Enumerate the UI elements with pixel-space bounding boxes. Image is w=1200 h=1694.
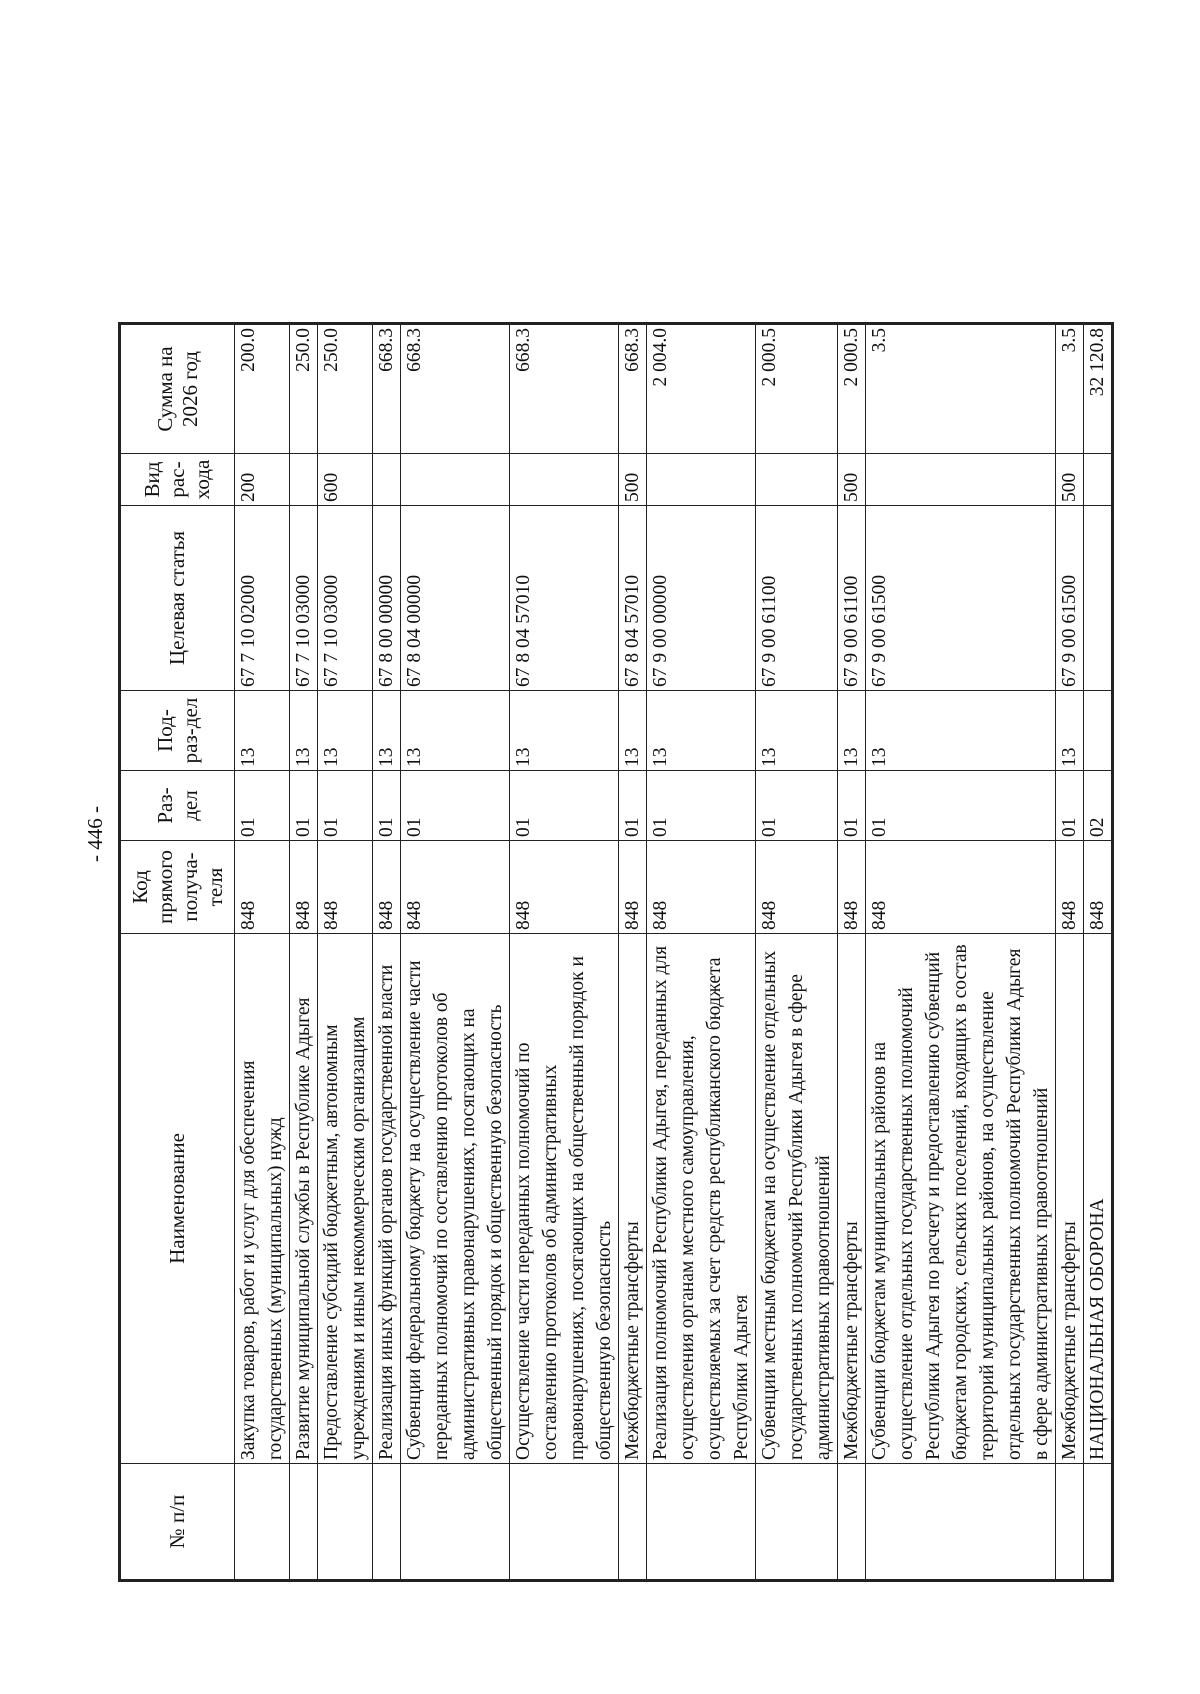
row-amount: 668.3 bbox=[373, 324, 401, 454]
row-section: 01 bbox=[235, 771, 290, 841]
table-row bbox=[1084, 324, 1113, 1581]
row-expense-type bbox=[647, 454, 756, 506]
header-exp-type: Вид рас-хода bbox=[120, 454, 235, 506]
row-expense-type bbox=[373, 454, 401, 506]
row-section: 01 bbox=[373, 771, 401, 841]
header-subsection: Под-раз-дел bbox=[120, 691, 235, 771]
header-name: Наименование bbox=[120, 934, 235, 1464]
row-num bbox=[866, 1464, 1056, 1581]
row-recipient-code: 848 bbox=[510, 841, 619, 934]
row-name: Межбюджетные трансферты bbox=[1056, 934, 1084, 1464]
table-row bbox=[838, 324, 866, 1581]
row-recipient-code: 848 bbox=[318, 841, 373, 934]
row-target-article: 67 7 10 03000 bbox=[290, 506, 318, 691]
row-subsection: 13 bbox=[373, 691, 401, 771]
row-subsection: 13 bbox=[619, 691, 647, 771]
row-target-article: 67 9 00 00000 bbox=[647, 506, 756, 691]
row-num bbox=[838, 1464, 866, 1581]
table-row bbox=[290, 324, 318, 1581]
row-subsection: 13 bbox=[510, 691, 619, 771]
row-section: 02 bbox=[1084, 771, 1113, 841]
header-recipient: Код прямого получа-теля bbox=[120, 841, 235, 934]
row-target-article bbox=[1084, 506, 1113, 691]
table-row bbox=[866, 324, 1056, 1581]
row-section: 01 bbox=[401, 771, 510, 841]
row-subsection: 13 bbox=[866, 691, 1056, 771]
row-name: НАЦИОНАЛЬНАЯ ОБОРОНА bbox=[1084, 934, 1113, 1464]
table-row bbox=[647, 324, 756, 1581]
table-row bbox=[318, 324, 373, 1581]
row-subsection: 13 bbox=[318, 691, 373, 771]
row-expense-type: 500 bbox=[619, 454, 647, 506]
row-subsection: 13 bbox=[647, 691, 756, 771]
table-row bbox=[235, 324, 290, 1581]
row-target-article: 67 8 00 00000 bbox=[373, 506, 401, 691]
row-num bbox=[318, 1464, 373, 1581]
row-expense-type bbox=[510, 454, 619, 506]
row-section: 01 bbox=[756, 771, 838, 841]
row-recipient-code: 848 bbox=[290, 841, 318, 934]
row-expense-type: 500 bbox=[1056, 454, 1084, 506]
row-section: 01 bbox=[838, 771, 866, 841]
row-recipient-code: 848 bbox=[619, 841, 647, 934]
row-subsection: 13 bbox=[235, 691, 290, 771]
row-num bbox=[1084, 1464, 1113, 1581]
row-amount: 32 120.8 bbox=[1084, 324, 1113, 454]
row-name: Развитие муниципальной службы в Республике Адыгея bbox=[290, 934, 318, 1464]
row-subsection: 13 bbox=[756, 691, 838, 771]
header-num: № п/п bbox=[120, 1464, 235, 1581]
row-expense-type: 600 bbox=[318, 454, 373, 506]
row-target-article: 67 8 04 57010 bbox=[619, 506, 647, 691]
row-section: 01 bbox=[318, 771, 373, 841]
table-row bbox=[510, 324, 619, 1581]
row-target-article: 67 9 00 61500 bbox=[866, 506, 1056, 691]
row-section: 01 bbox=[619, 771, 647, 841]
header-row bbox=[120, 324, 235, 1581]
row-expense-type: 200 bbox=[235, 454, 290, 506]
row-name: Межбюджетные трансферты bbox=[619, 934, 647, 1464]
row-amount: 200.0 bbox=[235, 324, 290, 454]
table-row bbox=[619, 324, 647, 1581]
row-amount: 2 000.5 bbox=[756, 324, 838, 454]
row-section: 01 bbox=[647, 771, 756, 841]
row-name: Субвенции местным бюджетам на осуществление отдельных государственных полномочий Республики Адыгея в сфере административных правоотношений bbox=[756, 934, 838, 1464]
row-amount: 2 000.5 bbox=[838, 324, 866, 454]
row-subsection: 13 bbox=[290, 691, 318, 771]
row-subsection: 13 bbox=[1056, 691, 1084, 771]
row-expense-type bbox=[401, 454, 510, 506]
row-recipient-code: 848 bbox=[373, 841, 401, 934]
row-subsection: 13 bbox=[401, 691, 510, 771]
row-target-article: 67 9 00 61500 bbox=[1056, 506, 1084, 691]
table-body bbox=[235, 324, 1113, 1581]
row-num bbox=[401, 1464, 510, 1581]
row-num bbox=[1056, 1464, 1084, 1581]
row-name: Реализация полномочий Республики Адыгея, переданных для осуществления органам местного самоуправления, осуществляемых за счет средств республиканского бюджета Республики Адыгея bbox=[647, 934, 756, 1464]
table-row bbox=[1056, 324, 1084, 1581]
row-recipient-code: 848 bbox=[647, 841, 756, 934]
header-section: Раз-дел bbox=[120, 771, 235, 841]
row-name: Межбюджетные трансферты bbox=[838, 934, 866, 1464]
row-subsection bbox=[1084, 691, 1113, 771]
row-num bbox=[235, 1464, 290, 1581]
row-recipient-code: 848 bbox=[235, 841, 290, 934]
row-section: 01 bbox=[510, 771, 619, 841]
row-recipient-code: 848 bbox=[401, 841, 510, 934]
row-section: 01 bbox=[866, 771, 1056, 841]
row-name: Субвенции бюджетам муниципальных районов на осуществление отдельных государственных полномочий Республики Адыгея по расчету и предоставлению субвенций бюджетам городских, сельских поселений, входящих в состав территорий муниципальных районов, на осуществление отдельных государственных полномочий Республики Адыгея в сфере административных правоотношений bbox=[866, 934, 1056, 1464]
row-recipient-code: 848 bbox=[1056, 841, 1084, 934]
row-num bbox=[647, 1464, 756, 1581]
row-name: Осуществление части переданных полномочий по составлению протоколов об административных правонарушениях, посягающих на общественный порядок и общественную безопасность bbox=[510, 934, 619, 1464]
row-amount: 668.3 bbox=[510, 324, 619, 454]
table-row bbox=[756, 324, 838, 1581]
row-recipient-code: 848 bbox=[866, 841, 1056, 934]
row-target-article: 67 7 10 02000 bbox=[235, 506, 290, 691]
row-num bbox=[756, 1464, 838, 1581]
row-target-article: 67 8 04 00000 bbox=[401, 506, 510, 691]
row-num bbox=[619, 1464, 647, 1581]
row-expense-type bbox=[756, 454, 838, 506]
row-amount: 3.5 bbox=[1056, 324, 1084, 454]
row-expense-type bbox=[1084, 454, 1113, 506]
row-recipient-code: 848 bbox=[838, 841, 866, 934]
row-section: 01 bbox=[290, 771, 318, 841]
row-name: Субвенции федеральному бюджету на осуществление части переданных полномочий по составлению протоколов об административных правонарушениях, посягающих на общественный порядок и общественную безопасность bbox=[401, 934, 510, 1464]
header-amount: Сумма на 2026 год bbox=[120, 324, 235, 454]
budget-table bbox=[118, 322, 1114, 1582]
row-expense-type bbox=[290, 454, 318, 506]
row-target-article: 67 9 00 61100 bbox=[756, 506, 838, 691]
row-target-article: 67 8 04 57010 bbox=[510, 506, 619, 691]
row-amount: 250.0 bbox=[290, 324, 318, 454]
row-amount: 668.3 bbox=[401, 324, 510, 454]
row-section: 01 bbox=[1056, 771, 1084, 841]
row-num bbox=[373, 1464, 401, 1581]
row-amount: 2 004.0 bbox=[647, 324, 756, 454]
row-amount: 668.3 bbox=[619, 324, 647, 454]
row-amount: 250.0 bbox=[318, 324, 373, 454]
row-recipient-code: 848 bbox=[1084, 841, 1113, 934]
row-recipient-code: 848 bbox=[756, 841, 838, 934]
row-num bbox=[510, 1464, 619, 1581]
page-number: - 446 - bbox=[83, 806, 107, 862]
header-article: Целевая статья bbox=[120, 506, 235, 691]
row-amount: 3.5 bbox=[866, 324, 1056, 454]
row-target-article: 67 9 00 61100 bbox=[838, 506, 866, 691]
row-target-article: 67 7 10 03000 bbox=[318, 506, 373, 691]
row-name: Реализация иных функций органов государственной власти bbox=[373, 934, 401, 1464]
table-row bbox=[373, 324, 401, 1581]
row-expense-type bbox=[866, 454, 1056, 506]
row-name: Закупка товаров, работ и услуг для обеспечения государственных (муниципальных) нужд bbox=[235, 934, 290, 1464]
row-name: Предоставление субсидий бюджетным, автономным учреждениям и иным некоммерческим организациям bbox=[318, 934, 373, 1464]
row-expense-type: 500 bbox=[838, 454, 866, 506]
table-row bbox=[401, 324, 510, 1581]
row-subsection: 13 bbox=[838, 691, 866, 771]
row-num bbox=[290, 1464, 318, 1581]
